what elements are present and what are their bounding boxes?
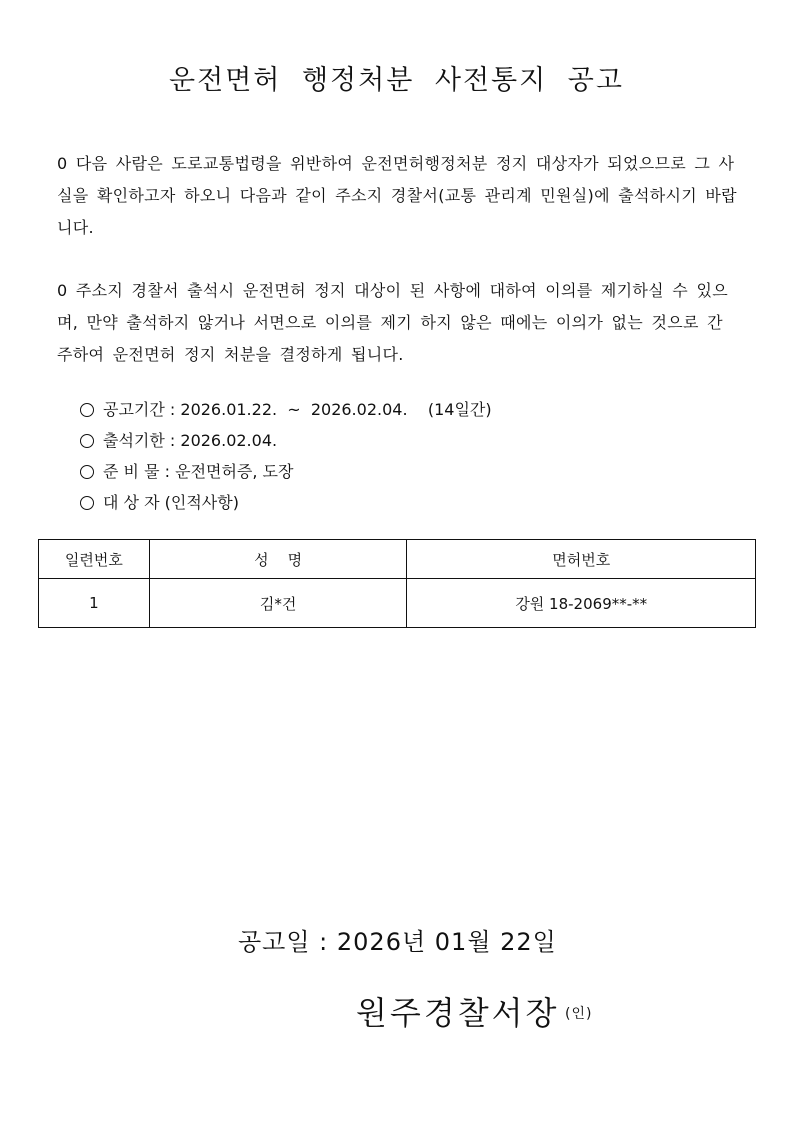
header-license-number: 면허번호 bbox=[407, 540, 756, 579]
detail-value: 2026.02.04. bbox=[180, 431, 278, 450]
detail-value: 2026.01.22. ~ 2026.02.04. (14일간) bbox=[180, 400, 492, 419]
detail-attendance-deadline: 출석기한 : 2026.02.04. bbox=[80, 425, 492, 456]
table-row bbox=[39, 579, 756, 628]
detail-label: 대 상 자 bbox=[103, 493, 160, 512]
cell-serial-number: 1 bbox=[39, 579, 150, 628]
circle-bullet-icon bbox=[80, 465, 94, 479]
cell-name: 김*건 bbox=[149, 579, 407, 628]
detail-label: 출석기한 bbox=[103, 431, 165, 450]
notice-title: 운전면허 행정처분 사전통지 공고 bbox=[169, 65, 624, 96]
circle-bullet-icon bbox=[80, 403, 94, 417]
table-header-row bbox=[39, 540, 756, 579]
notice-paragraph-objection: 0 주소지 경찰서 출석시 운전면허 정지 대상이 된 사항에 대하여 이의를 제기하실 수 있으며, 만약 출석하지 않거나 서면으로 이의를 제기 하지 않은 때에는 이의가 없는 것으로 간주하여 운전면허 정지 처분을 결정하게 됩니다. bbox=[57, 281, 728, 364]
detail-value: (인적사항) bbox=[164, 493, 239, 512]
header-name: 성 명 bbox=[149, 540, 407, 579]
header-serial-number: 일련번호 bbox=[39, 540, 150, 579]
detail-target-person bbox=[80, 487, 492, 518]
subject-table bbox=[38, 539, 756, 628]
detail-notice-period: 공고기간 : 2026.01.22. ~ 2026.02.04. (14일간) bbox=[80, 394, 492, 425]
notice-details-list bbox=[80, 394, 492, 518]
detail-required-items: 준 비 물 : 운전면허증, 도장 bbox=[80, 456, 492, 487]
notice-date: 공고일 : 2026년 01월 22일 bbox=[238, 928, 557, 956]
notice-paragraph-attendance: 0 다음 사람은 도로교통법령을 위반하여 운전면허행정처분 정지 대상자가 되었으므로 그 사실을 확인하고자 하오니 다음과 같이 주소지 경찰서(교통 관리계 민원실)에 출석하시기 바랍니다. bbox=[57, 154, 737, 237]
detail-value: 운전면허증, 도장 bbox=[175, 462, 294, 481]
detail-label: 준 비 물 bbox=[103, 462, 160, 481]
circle-bullet-icon bbox=[80, 434, 94, 448]
cell-license-number: 강원 18-2069**-** bbox=[407, 579, 756, 628]
circle-bullet-icon bbox=[80, 496, 94, 510]
seal-mark: (인) bbox=[565, 1006, 593, 1022]
issuing-authority: 원주경찰서장 bbox=[356, 994, 560, 1032]
detail-label: 공고기간 bbox=[103, 400, 165, 419]
